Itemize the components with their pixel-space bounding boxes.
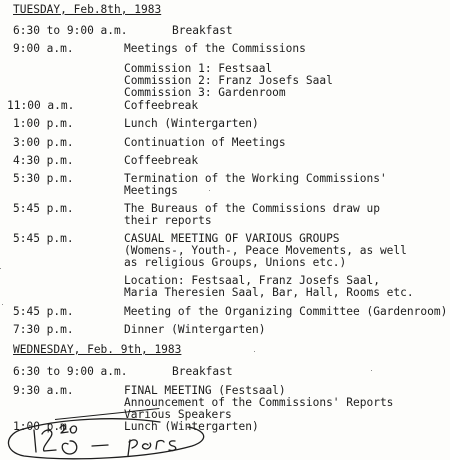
entry-event: Termination of the Working Commissions' Meetings (124, 172, 387, 197)
day-heading-wednesday: WEDNESDAY, Feb. 9th, 1983 (13, 343, 182, 356)
entry-time: 11:00 a.m. (7, 99, 75, 112)
entry-event: CASUAL MEETING OF VARIOUS GROUPS (Womens-, Youth-, Peace Movements, as well as religious Groups, Unions etc.) (124, 232, 407, 269)
entry-time: 6:30 to 9:00 a.m. (13, 365, 128, 378)
entry-event: The Bureaus of the Commissions draw up their reports (124, 202, 380, 227)
entry-time: 1:00 p.m. (13, 420, 74, 433)
commission-list: Commission 1: Festsaal Commission 2: Franz Josefs Saal Commission 3: Gardenroom (124, 62, 333, 99)
entry-time: 9:30 a.m. (13, 384, 74, 397)
entry-time: 4:30 p.m. (13, 154, 74, 167)
entry-event: Dinner (Wintergarten) (124, 323, 266, 336)
entry-event: Breakfast (172, 24, 233, 37)
entry-time: 5:45 p.m. (13, 232, 74, 245)
entry-event: FINAL MEETING (Festsaal) Announcement of the Commissions' Reports Various Speakers (124, 384, 394, 421)
entry-event: Lunch (Wintergarten) (124, 420, 259, 433)
day-heading-tuesday: TUESDAY, Feb.8th, 1983 (13, 3, 162, 16)
entry-time: 3:00 p.m. (13, 136, 74, 149)
location-note: Location: Festsaal, Franz Josefs Saal, Maria Theresien Saal, Bar, Hall, Rooms etc. (124, 274, 414, 299)
entry-time: 5:30 p.m. (13, 172, 74, 185)
entry-event: Coffeebreak (124, 99, 199, 112)
entry-time: 9:00 a.m. (13, 42, 74, 55)
entry-event: Meeting of the Organizing Committee (Gardenroom) (124, 305, 448, 318)
entry-time: 6:30 to 9:00 a.m. (13, 24, 128, 37)
entry-time: 1:00 p.m. (13, 117, 74, 130)
entry-event: Breakfast (172, 365, 233, 378)
entry-event: Lunch (Wintergarten) (124, 117, 259, 130)
entry-event: Coffeebreak (124, 154, 199, 167)
entry-time: 7:30 p.m. (13, 323, 74, 336)
entry-event: Continuation of Meetings (124, 136, 286, 149)
entry-event: Meetings of the Commissions (124, 42, 306, 55)
entry-time: 5:45 p.m. (13, 305, 74, 318)
entry-time: 5:45 p.m. (13, 202, 74, 215)
